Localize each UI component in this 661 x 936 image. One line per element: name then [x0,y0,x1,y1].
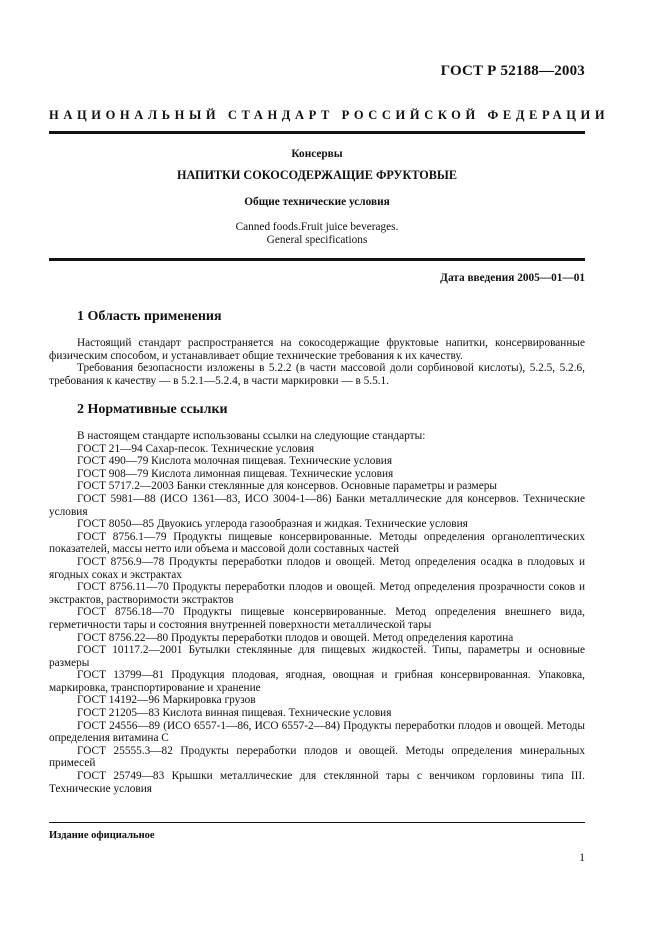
section2-heading: 2 Нормативные ссылки [77,402,228,417]
reference-item: ГОСТ 25749—83 Крышки металлические для стеклянной тары с венчиком горловины типа III. Технические условия [49,770,585,795]
title-english-1: Canned foods.Fruit juice beverages. [235,221,399,233]
reference-item: ГОСТ 21—94 Сахар-песок. Технические условия [77,442,315,455]
reference-item: ГОСТ 908—79 Кислота лимонная пищевая. Технические условия [77,467,394,480]
reference-item: ГОСТ 25555.3—82 Продукты переработки плодов и овощей. Методы определения минеральных примесей [49,744,585,770]
reference-item: ГОСТ 5717.2—2003 Банки стеклянные для консервов. Основные параметры и размеры [77,480,497,493]
section2-intro: В настоящем стандарте использованы ссылки на следующие стандарты: [77,430,426,442]
section1-paragraph: Требования безопасности изложены в 5.2.2 (в части массовой доли сорбиновой кислоты), 5.2.5, 5.2.6, требования к качеству — в 5.2.1—5.2.4, в части маркировки — в 5.5.1. [49,362,585,387]
reference-item: ГОСТ 8050—85 Двуокись углерода газообразная и жидкая. Технические условия [77,518,468,531]
section1-body [49,337,585,387]
header-rule [49,131,585,134]
section2-body [49,430,585,795]
reference-item: ГОСТ 10117.2—2001 Бутылки стеклянные для пищевых жидкостей. Типы, параметры и основные размеры [49,644,585,669]
reference-item: ГОСТ 8756.22—80 Продукты переработки плодов и овощей. Метод определения каротина [77,631,514,644]
title-english-2: General specifications [266,234,368,246]
introduction-date: Дата введения 2005—01—01 [440,272,585,284]
reference-item: ГОСТ 8756.1—79 Продукты пищевые консервированные. Методы определения органолептических показателей, массы нетто или объема и массовой доли составных частей [49,530,585,556]
reference-item: ГОСТ 8756.18—70 Продукты пищевые консервированные. Метод определения внешнего вида, герметичности тары и состояния внутренней поверхности металлической тары [49,606,585,631]
reference-item: ГОСТ 14192—96 Маркировка грузов [77,694,256,707]
title-category: Консервы [291,148,343,160]
footer-rule [49,822,585,823]
title-main: НАПИТКИ СОКОСОДЕРЖАЩИЕ ФРУКТОВЫЕ [176,168,458,182]
section1-heading: 1 Область применения [77,309,222,324]
title-subtitle: Общие технические условия [244,196,390,208]
reference-item: ГОСТ 24556—89 (ИСО 6557-1—86, ИСО 6557-2—84) Продукты переработки плодов и овощей. Методы определения витамина С [49,719,585,745]
reference-item: ГОСТ 8756.9—78 Продукты переработки плодов и овощей. Метод определения осадка в плодовых и ягодных соках и экстрактах [49,555,585,581]
reference-item: ГОСТ 13799—81 Продукция плодовая, ягодная, овощная и грибная консервированная. Упаковка, маркировка, транспортирование и хранение [49,669,585,694]
reference-item: ГОСТ 5981—88 (ИСО 1361—83, ИСО 3004-1—86) Банки металлические для консервов. Технические условия [49,492,585,518]
section1-paragraph: Настоящий стандарт распространяется на сокосодержащие фруктовые напитки, консервированные физическим способом, и устанавливает общие технические требования к их качеству. [49,337,585,362]
reference-item: ГОСТ 8756.11—70 Продукты переработки плодов и овощей. Метод определения прозрачности соков и экстрактов, растворимости экстрактов [49,581,585,606]
title-rule [49,258,585,261]
gost-number: ГОСТ Р 52188—2003 [440,63,585,79]
reference-item: ГОСТ 490—79 Кислота молочная пищевая. Технические условия [77,455,393,468]
page-number: 1 [579,852,585,864]
national-standard-title: НАЦИОНАЛЬНЫЙ СТАНДАРТ РОССИЙСКОЙ ФЕДЕРАЦИИ [49,108,610,122]
edition-label: Издание официальное [49,830,155,841]
reference-item: ГОСТ 21205—83 Кислота винная пищевая. Технические условия [77,707,392,720]
